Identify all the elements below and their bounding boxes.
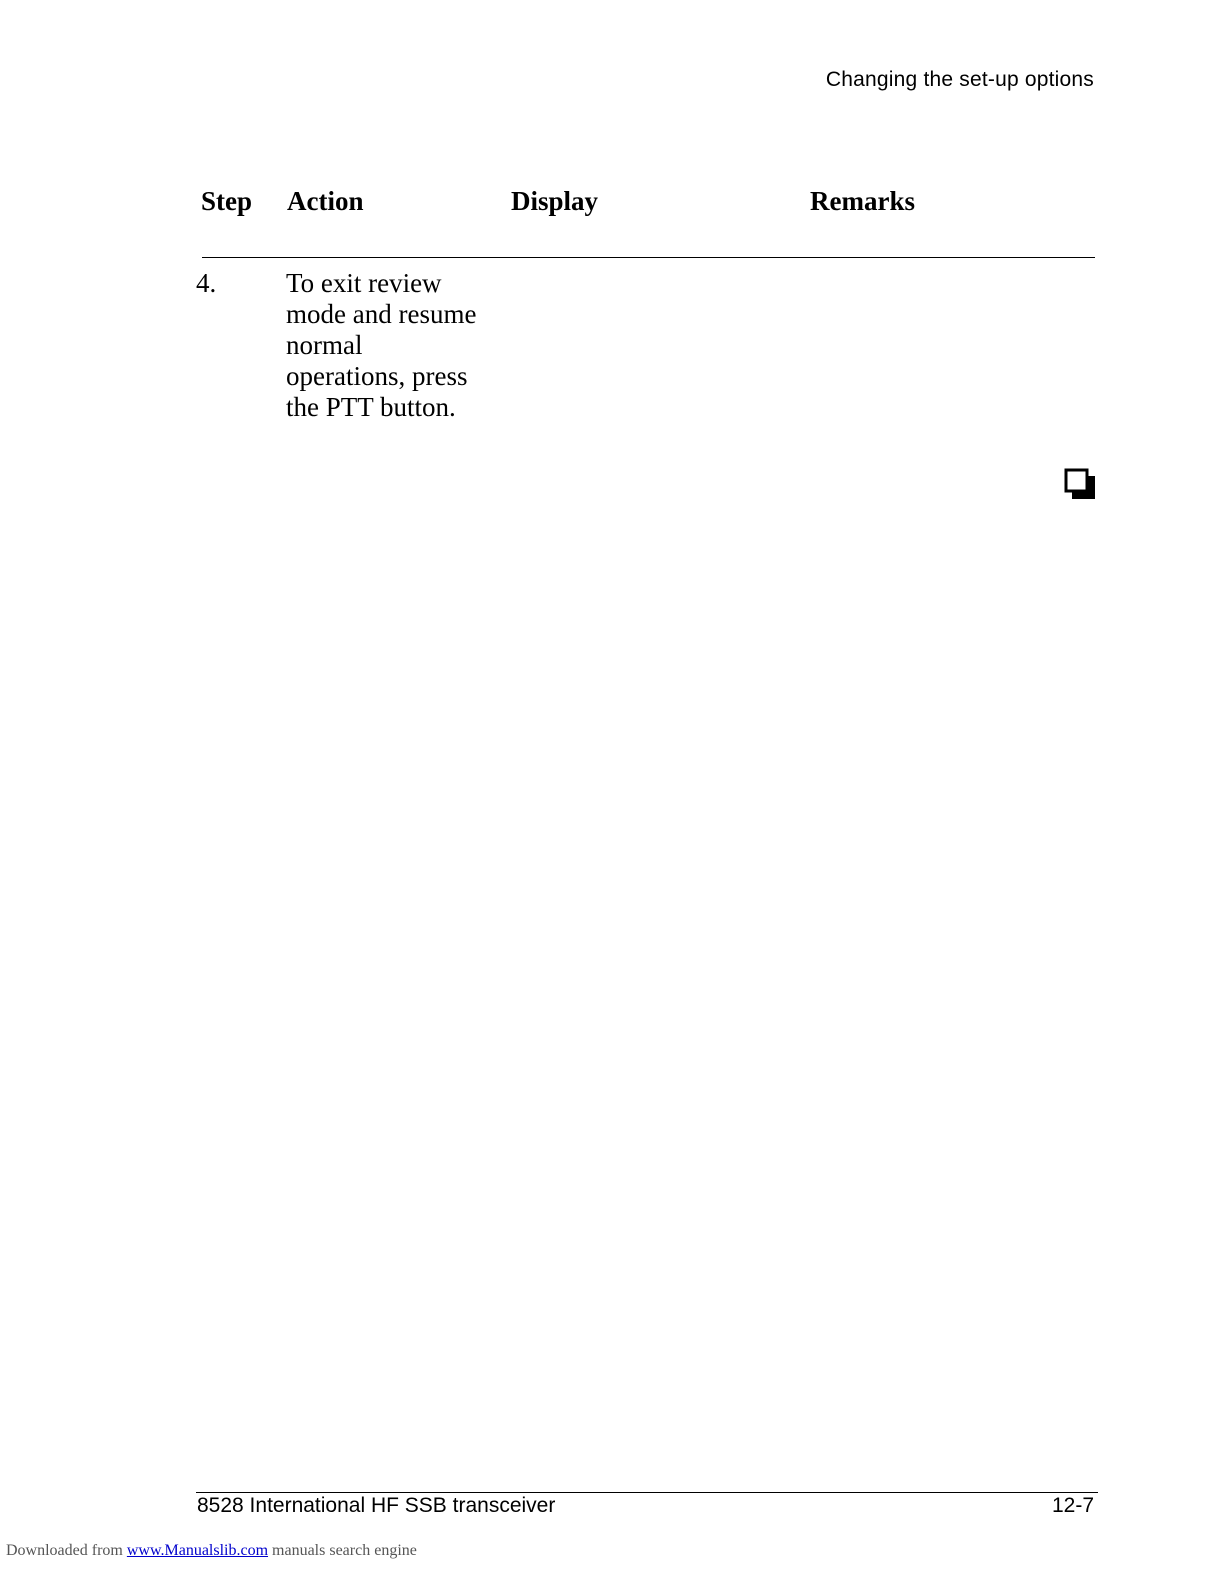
end-of-section-box-icon	[1064, 468, 1095, 499]
download-suffix: manuals search engine	[272, 1542, 417, 1559]
column-header-step: Step	[201, 186, 253, 216]
step-number: 4.	[196, 268, 217, 298]
step-action: To exit review mode and resume normal operations, press the PTT button.	[286, 268, 477, 422]
column-header-display: Display	[511, 186, 599, 216]
column-header-action: Action	[287, 186, 364, 216]
download-notice	[6, 1542, 417, 1560]
footer-product: 8528 International HF SSB transceiver	[197, 1494, 556, 1517]
footer-rule	[196, 1492, 1098, 1493]
footer-page-number: 12-7	[1051, 1494, 1094, 1517]
download-prefix: Downloaded from	[6, 1542, 123, 1559]
table-header-rule	[202, 257, 1095, 258]
column-header-remarks: Remarks	[810, 186, 915, 216]
running-head: Changing the set-up options	[825, 68, 1094, 91]
manualslib-link[interactable]: www.Manualslib.com	[126, 1542, 269, 1559]
